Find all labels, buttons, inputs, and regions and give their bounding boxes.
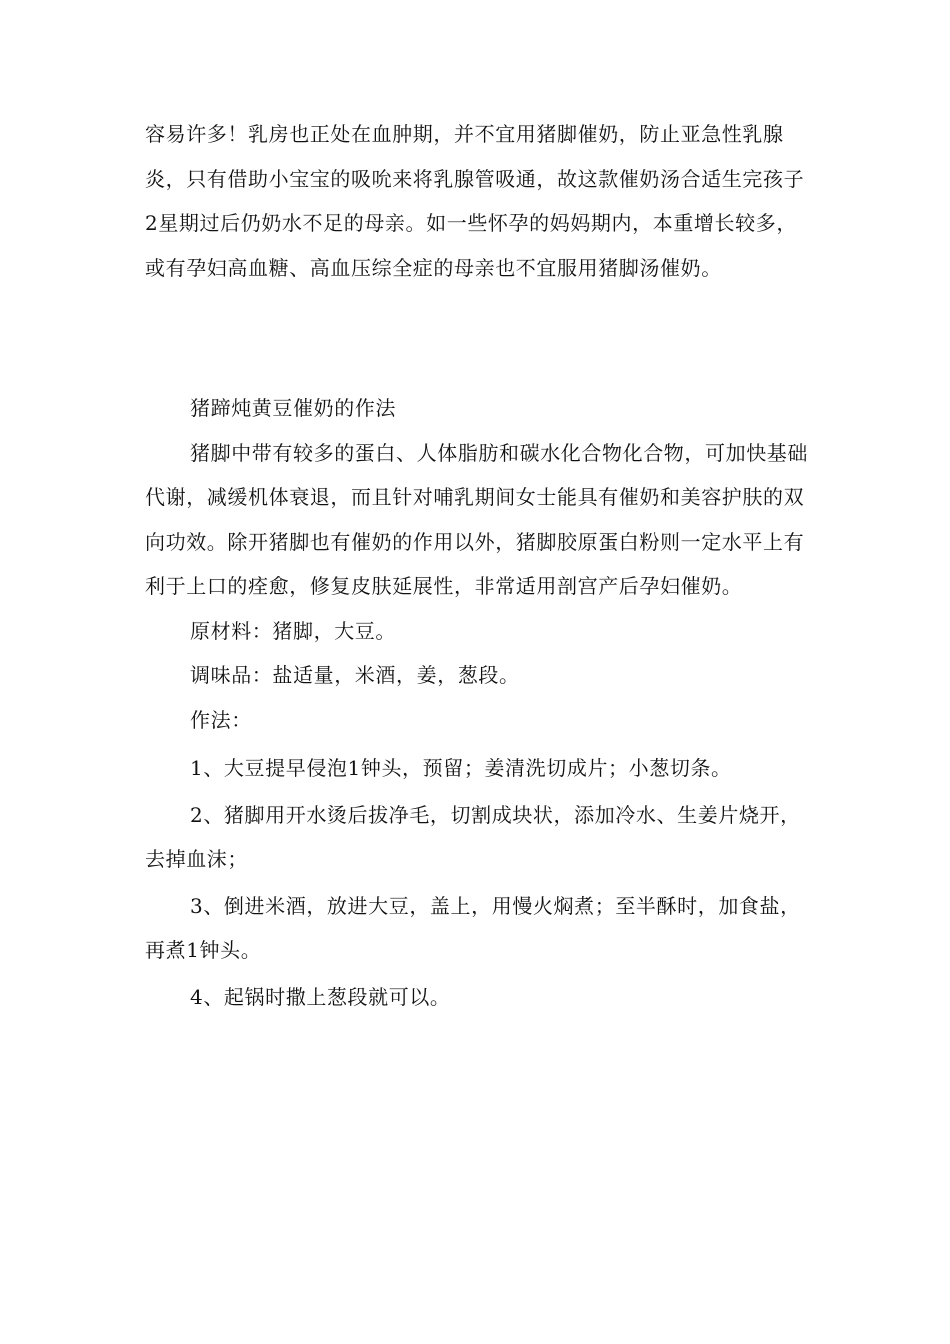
section-spacer — [145, 290, 817, 386]
method-step: 2、猪脚用开水烫后拔净毛，切割成块状，添加冷水、生姜片烧开，去掉血沫； — [145, 802, 801, 871]
method-step: 1、大豆提早侵泡1钟头，预留；姜清洗切成片；小葱切条。 — [190, 756, 732, 780]
document-content — [145, 112, 817, 1019]
section-title: 猪蹄炖黄豆催奶的作法 — [190, 396, 396, 420]
ingredients-line: 原材料：猪脚，大豆。 — [190, 618, 396, 643]
method-heading: 作法： — [190, 707, 252, 732]
seasonings-line: 调味品：盐适量，米酒，姜，葱段。 — [190, 663, 520, 687]
method-step: 4、起锅时撒上葱段就可以。 — [190, 984, 451, 1009]
body-paragraph: 猪脚中带有较多的蛋白、人体脂肪和碳水化合物化合物，可加快基础代谢，减缓机体衰退，而且针对哺乳期间女士能具有催奶和美容护肤的双向功效。除开猪脚也有催奶的作用以外，猪脚胶原蛋白粉则一定水平上有利于上口的痊愈，修复皮肤延展性，非常适用剖宫产后孕妇催奶。 — [145, 440, 808, 598]
intro-paragraph: 容易许多！乳房也正处在血肿期，并不宜用猪脚催奶，防止亚急性乳腺炎，只有借助小宝宝的吸吮来将乳腺管吸通，故这款催奶汤合适生完孩子2星期过后仍奶水不足的母亲。如一些怀孕的妈妈期内，本重增长较多，或有孕妇高血糖、高血压综全症的母亲也不宜服用猪脚汤催奶。 — [145, 122, 805, 280]
method-step: 3、倒进米酒，放进大豆，盖上，用慢火焖煮；至半酥时，加食盐，再煮1钟头。 — [145, 893, 801, 962]
